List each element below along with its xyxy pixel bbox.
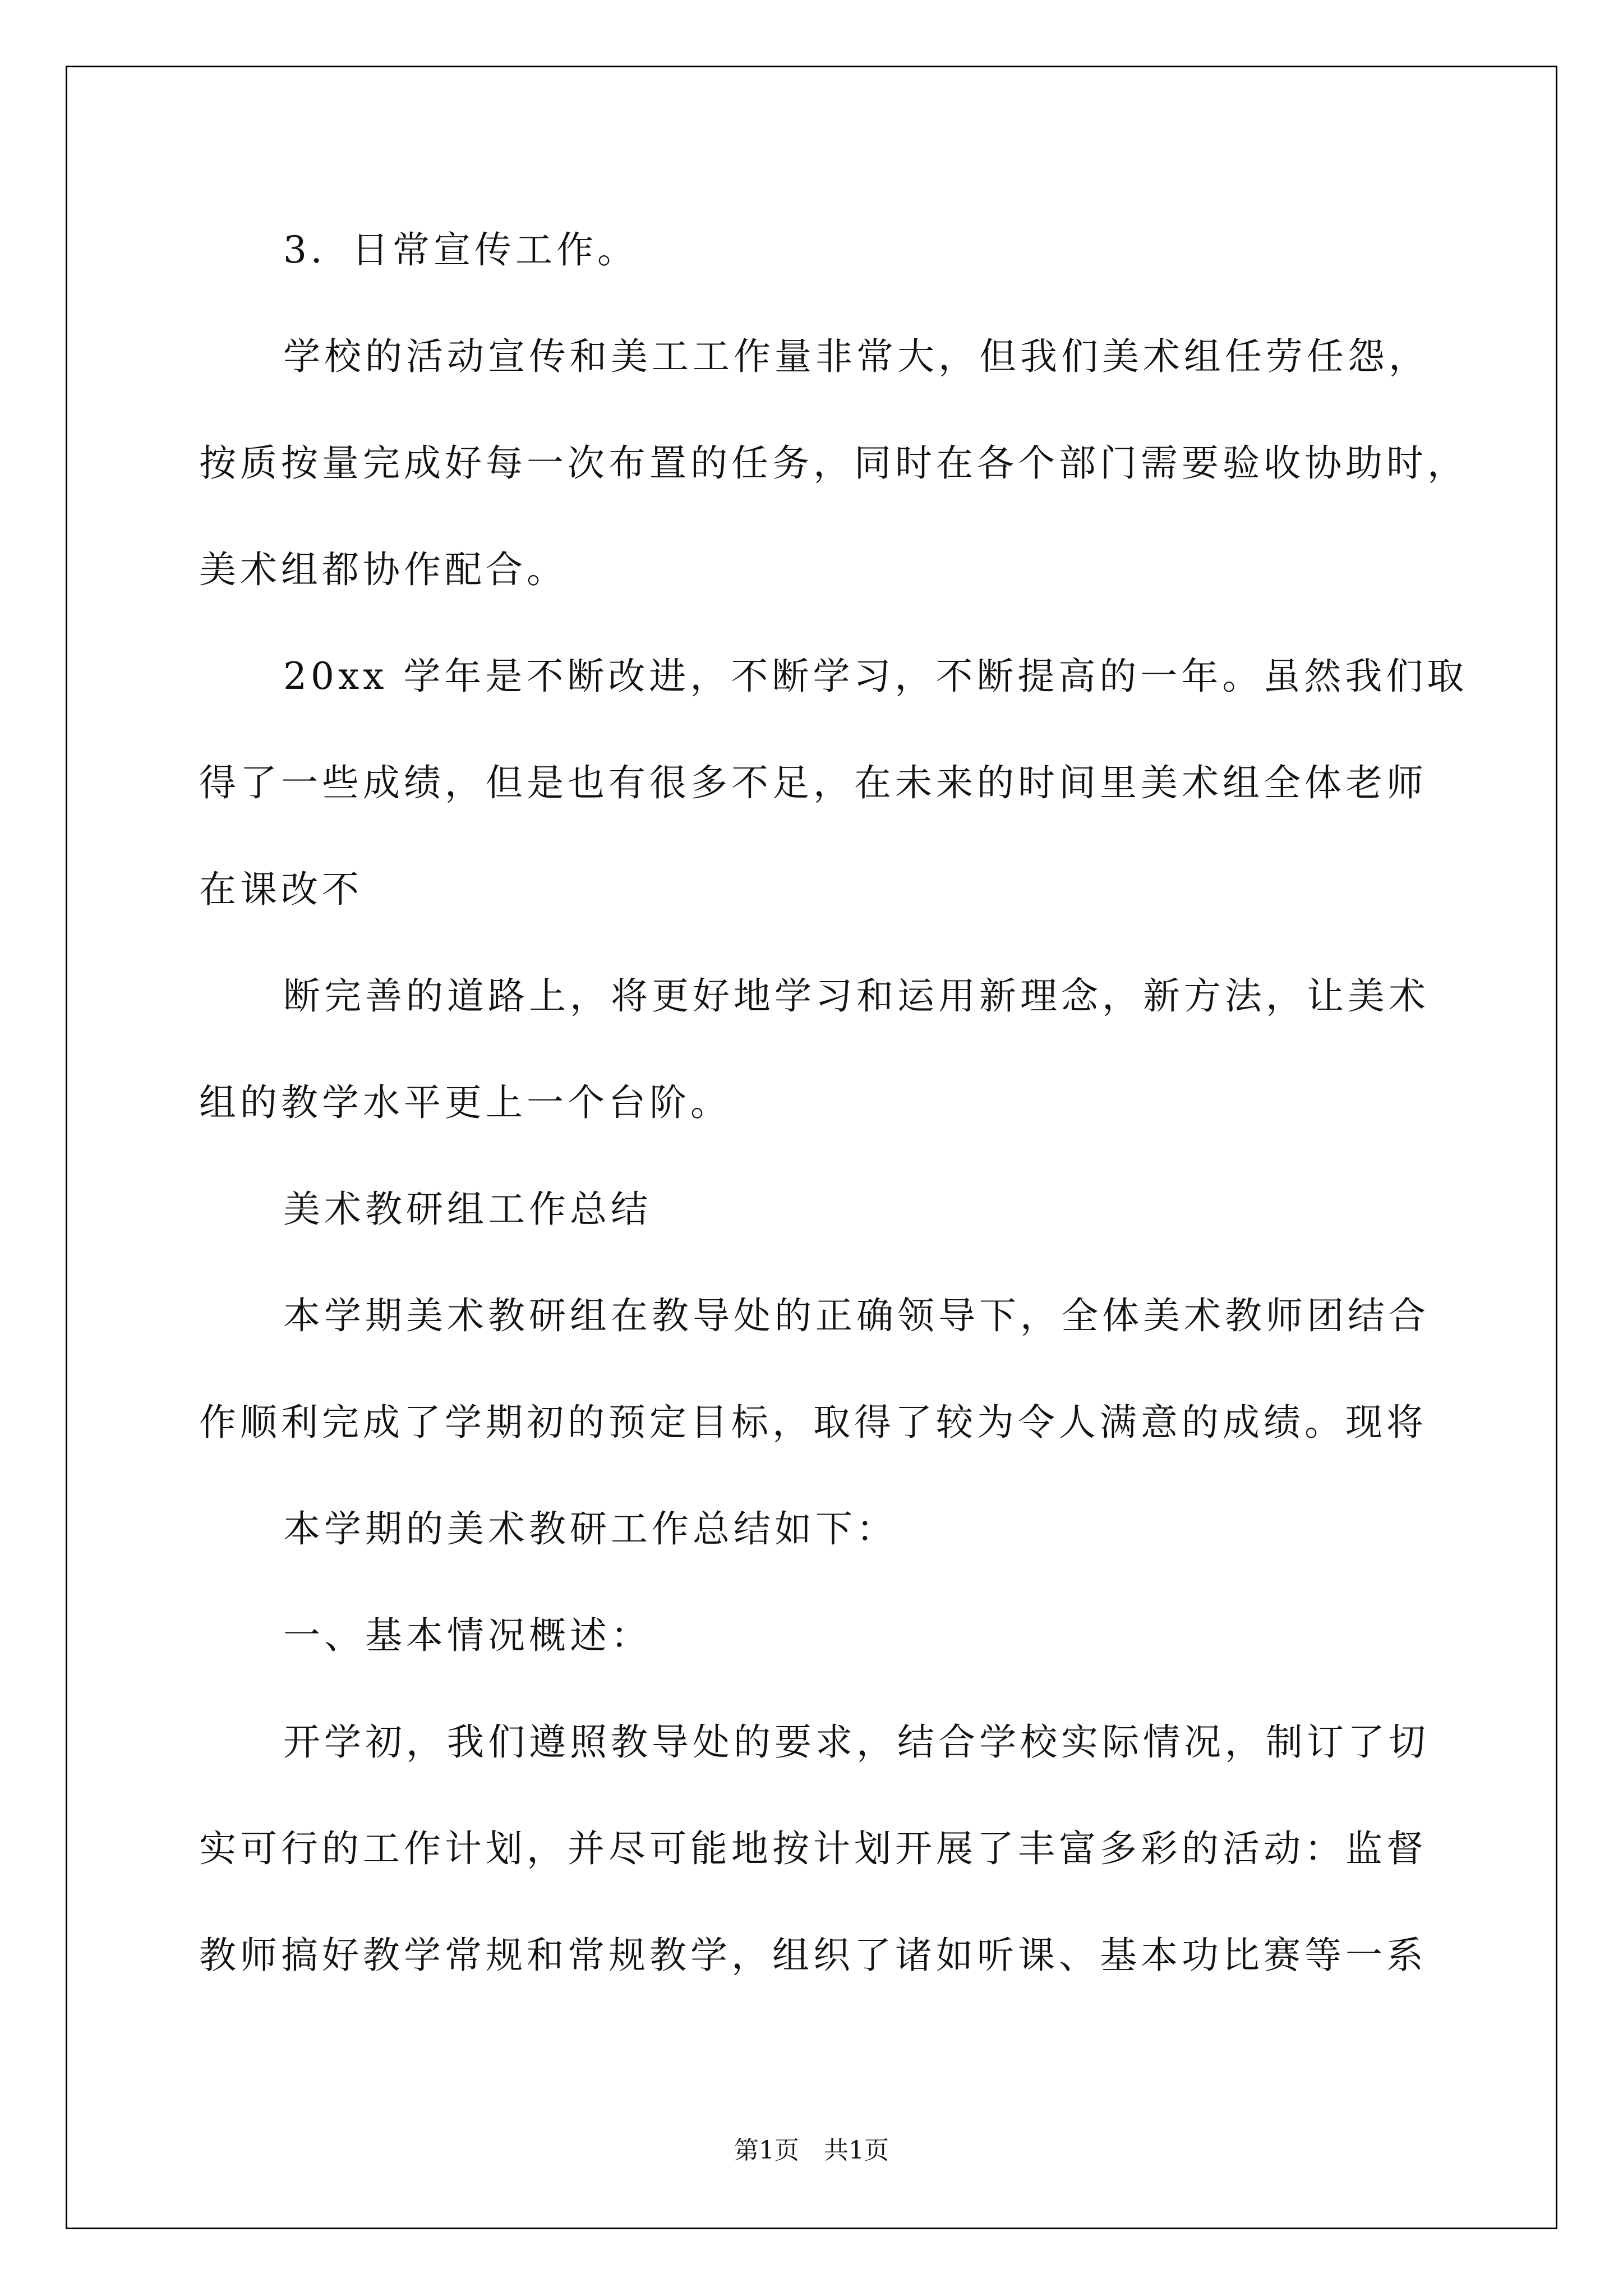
- text-line: 美术组都协作配合。: [199, 548, 568, 591]
- subsection-heading: 一、基本情况概述：: [283, 1614, 652, 1657]
- text-line: 本学期的美术教研工作总结如下：: [283, 1507, 897, 1550]
- text-line: 断完善的道路上，将更好地学习和运用新理念，新方法，让美术: [283, 974, 1430, 1018]
- text-line: 作顺利完成了学期初的预定目标，取得了较为令人满意的成绩。现将: [199, 1401, 1427, 1444]
- text-line: 组的教学水平更上一个台阶。: [199, 1081, 731, 1124]
- text-line: 本学期美术教研组在教导处的正确领导下，全体美术教师团结合: [283, 1294, 1430, 1337]
- text-line: 开学初，我们遵照教导处的要求，结合学校实际情况，制订了切: [283, 1720, 1430, 1764]
- text-line: 按质按量完成好每一次布置的任务，同时在各个部门需要验收协助时，: [199, 441, 1468, 485]
- page-border: [66, 66, 1557, 2229]
- text-line: 学校的活动宣传和美工工作量非常大，但我们美术组任劳任怨，: [283, 335, 1430, 378]
- page-number: 第1页 共1页: [734, 2136, 889, 2165]
- text-line: 3．日常宣传工作。: [283, 228, 638, 272]
- text-line: 实可行的工作计划，并尽可能地按计划开展了丰富多彩的活动：监督: [199, 1827, 1427, 1870]
- section-heading: 美术教研组工作总结: [283, 1188, 652, 1231]
- page-footer: [0, 2138, 1623, 2163]
- text-line: 教师搞好教学常规和常规教学，组织了诸如听课、基本功比赛等一系: [199, 1934, 1427, 1977]
- text-line: 得了一些成绩，但是也有很多不足，在未来的时间里美术组全体老师: [199, 761, 1427, 804]
- text-line: 在课改不: [199, 868, 363, 911]
- text-line: 20xx 学年是不断改进，不断学习，不断提高的一年。虽然我们取: [283, 655, 1468, 698]
